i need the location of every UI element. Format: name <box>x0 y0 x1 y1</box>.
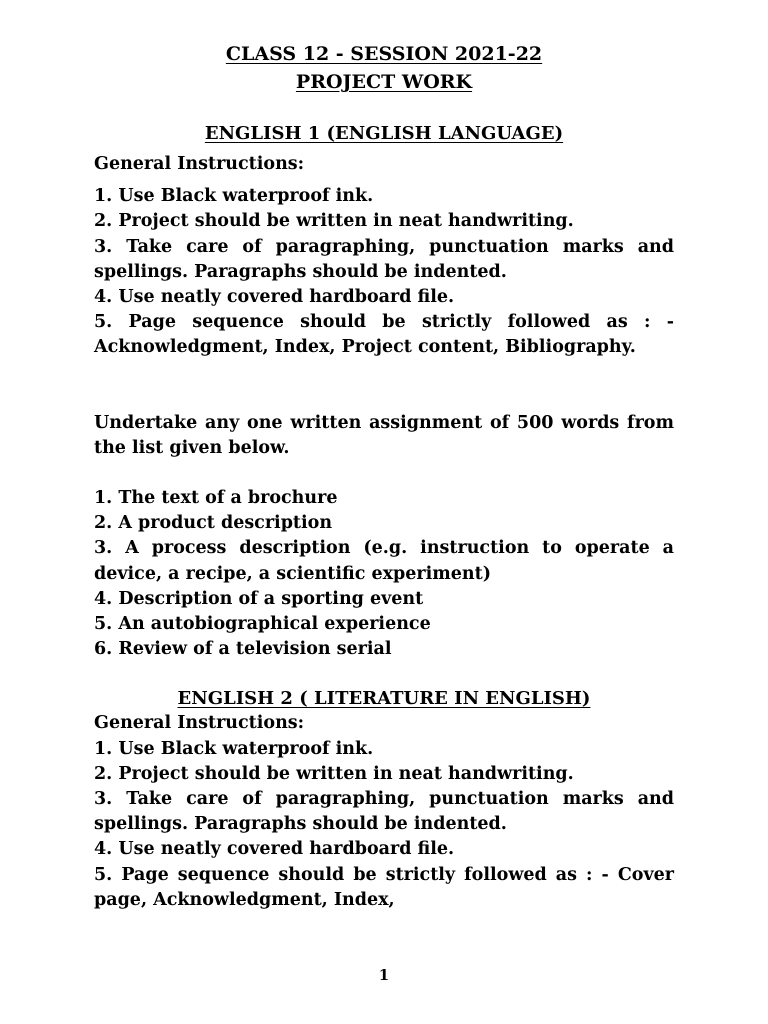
assignment-item: 1. The text of a brochure <box>94 488 338 509</box>
section-heading-english2: ENGLISH 2 ( LITERATURE IN ENGLISH) <box>177 688 591 710</box>
instruction-item: spellings. Paragraphs should be indented. <box>94 814 507 835</box>
assignment-item: device, a recipe, a scientific experiment) <box>94 563 491 584</box>
instruction-item: 5. Page sequence should be strictly followed as : - <box>94 312 674 333</box>
instruction-item: Acknowledgment, Index, Project content, Bibliography. <box>94 337 636 358</box>
assignment-item: 4. Description of a sporting event <box>94 588 424 609</box>
assignment-item: 5. An autobiographical experience <box>94 614 431 635</box>
document-title-project: PROJECT WORK <box>295 71 473 93</box>
instructions-label-english2: General Instructions: <box>94 713 305 734</box>
assignment-intro: the list given below. <box>94 437 290 458</box>
instruction-item: page, Acknowledgment, Index, <box>94 889 395 910</box>
instruction-item: 1. Use Black waterproof ink. <box>94 738 374 759</box>
document-page <box>94 40 674 913</box>
assignment-intro: Undertake any one written assignment of 500 words from <box>94 412 674 433</box>
instruction-item: 2. Project should be written in neat handwriting. <box>94 211 574 232</box>
document-title-class: CLASS 12 - SESSION 2021-22 <box>225 43 543 65</box>
assignment-item: 6. Review of a television serial <box>94 639 392 660</box>
section-heading-english1: ENGLISH 1 (ENGLISH LANGUAGE) <box>204 123 564 144</box>
assignment-item: 3. A process description (e.g. instruction to operate a <box>94 538 674 559</box>
instruction-item: spellings. Paragraphs should be indented. <box>94 261 507 282</box>
page-number: 1 <box>378 966 390 984</box>
instruction-item: 4. Use neatly covered hardboard file. <box>94 287 455 308</box>
instruction-item: 4. Use neatly covered hardboard file. <box>94 839 455 860</box>
instructions-label-english1: General Instructions: <box>94 154 305 174</box>
assignment-item: 2. A product description <box>94 513 333 534</box>
instruction-item: 3. Take care of paragraphing, punctuation marks and <box>94 789 674 810</box>
instruction-item: 1. Use Black waterproof ink. <box>94 186 374 207</box>
instruction-item: 3. Take care of paragraphing, punctuation marks and <box>94 236 674 257</box>
instruction-item: 2. Project should be written in neat handwriting. <box>94 763 574 784</box>
instruction-item: 5. Page sequence should be strictly followed as : - Cover <box>94 864 674 885</box>
